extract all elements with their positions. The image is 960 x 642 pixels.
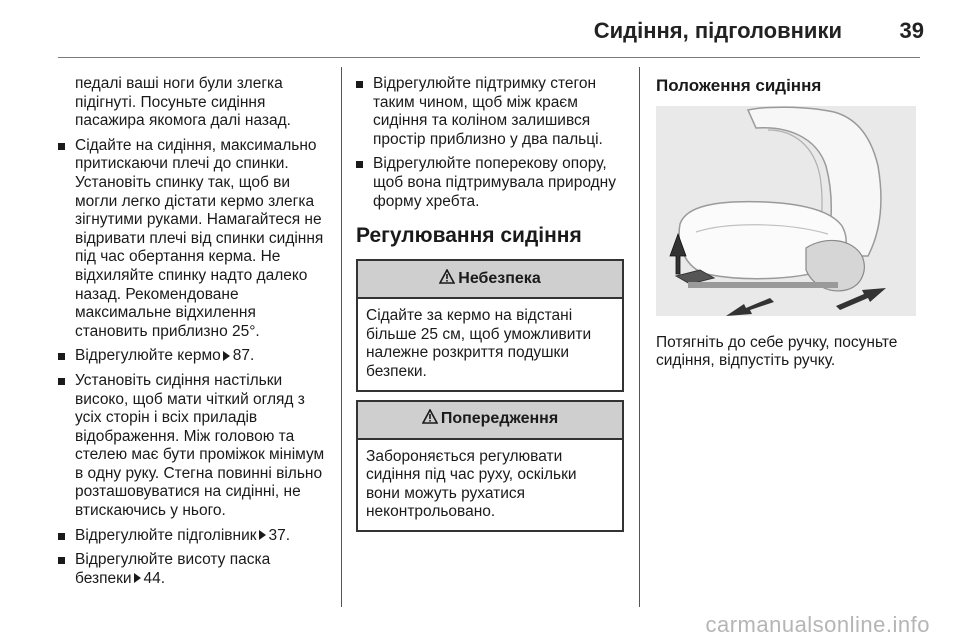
list-item xyxy=(58,347,328,366)
cross-reference-link[interactable]: 37. xyxy=(268,526,291,544)
paragraph-continuation: педалі ваші ноги були злегка підігнуті. Посуньте сидіння пасажира якомога далі назад. xyxy=(75,75,291,130)
column-divider-left xyxy=(341,67,342,607)
danger-box-header xyxy=(358,261,622,299)
page-title: Сидіння, підголовники xyxy=(593,18,842,43)
bullet-list-2 xyxy=(356,75,626,211)
list-item-text: Відрегулюйте поперекову опору, щоб вона підтримувала природну форму хребта. xyxy=(373,155,616,210)
danger-box-title: Небезпека xyxy=(458,269,541,287)
warning-box-header xyxy=(358,402,622,440)
list-item xyxy=(356,155,626,211)
list-item xyxy=(58,551,328,588)
header-divider xyxy=(58,57,920,58)
bullet-list-1 xyxy=(58,137,328,589)
cross-reference-icon xyxy=(259,530,266,540)
column-1 xyxy=(58,75,328,594)
seat-adjustment-icon xyxy=(656,106,916,316)
warning-box xyxy=(356,400,624,532)
list-item-text: Відрегулюйте висоту паска безпеки xyxy=(75,551,271,587)
danger-box-body: Сідайте за кермо на відстані більше 25 см, щоб уможливити належне розкриття подушки безпеки. xyxy=(366,307,592,380)
column-divider-right xyxy=(639,67,640,607)
warning-triangle-icon xyxy=(439,269,455,290)
cross-reference-link[interactable]: 87. xyxy=(232,347,255,365)
seat-illustration xyxy=(656,106,916,316)
section-title: Регулювання сидіння xyxy=(356,224,582,248)
warning-box-title: Попередження xyxy=(440,410,559,428)
list-item-text: Установіть сидіння настільки високо, щоб мати чіткий огляд з усіх сторін і всіх приладів відображення. Між головою та стелею має бути проміжок мінімум в одну руку. Стегна повинні вільно розташовуватися на сидінні, не втискаючись у нього. xyxy=(75,371,325,520)
list-item-text: Відрегулюйте підголівник xyxy=(75,526,257,544)
warning-box-body: Забороняється регулювати сидіння під час руху, оскільки вони можуть рухатися неконтрольовано. xyxy=(366,447,577,521)
list-item xyxy=(356,75,626,149)
column-3 xyxy=(656,75,926,371)
sub-section-title: Положення сидіння xyxy=(656,76,822,95)
cross-reference-icon xyxy=(134,573,141,583)
watermark: carmanualsonline.info xyxy=(705,612,930,637)
page-number: 39 xyxy=(899,18,924,43)
danger-box xyxy=(356,259,624,391)
list-item-text: Відрегулюйте кермо xyxy=(75,347,221,365)
column-2 xyxy=(356,75,626,540)
list-item xyxy=(58,137,328,342)
list-item xyxy=(58,527,328,546)
illustration-caption: Потягніть до себе ручку, посуньте сидіння, відпустіть ручку. xyxy=(656,333,898,370)
cross-reference-link[interactable]: 44. xyxy=(143,569,166,587)
list-item-text: Сідайте на сидіння, максимально притискаючи плечі до спинки. Установіть спинку так, щоб ви могли легко дістати кермо злегка зігнутими руками. Намагайтеся не відривати плечі від спинки сидіння під час обертання керма. Не відхиляйте спинку надто далеко назад. Рекомендоване максимальне відхилення становить приблизно 25°. xyxy=(75,136,324,340)
cross-reference-icon xyxy=(223,351,230,361)
warning-triangle-icon xyxy=(422,409,438,430)
list-item-text: Відрегулюйте підтримку стегон таким чином, щоб між краєм сидіння та коліном залишився простір приблизно у два пальці. xyxy=(373,75,603,148)
list-item xyxy=(58,372,328,521)
